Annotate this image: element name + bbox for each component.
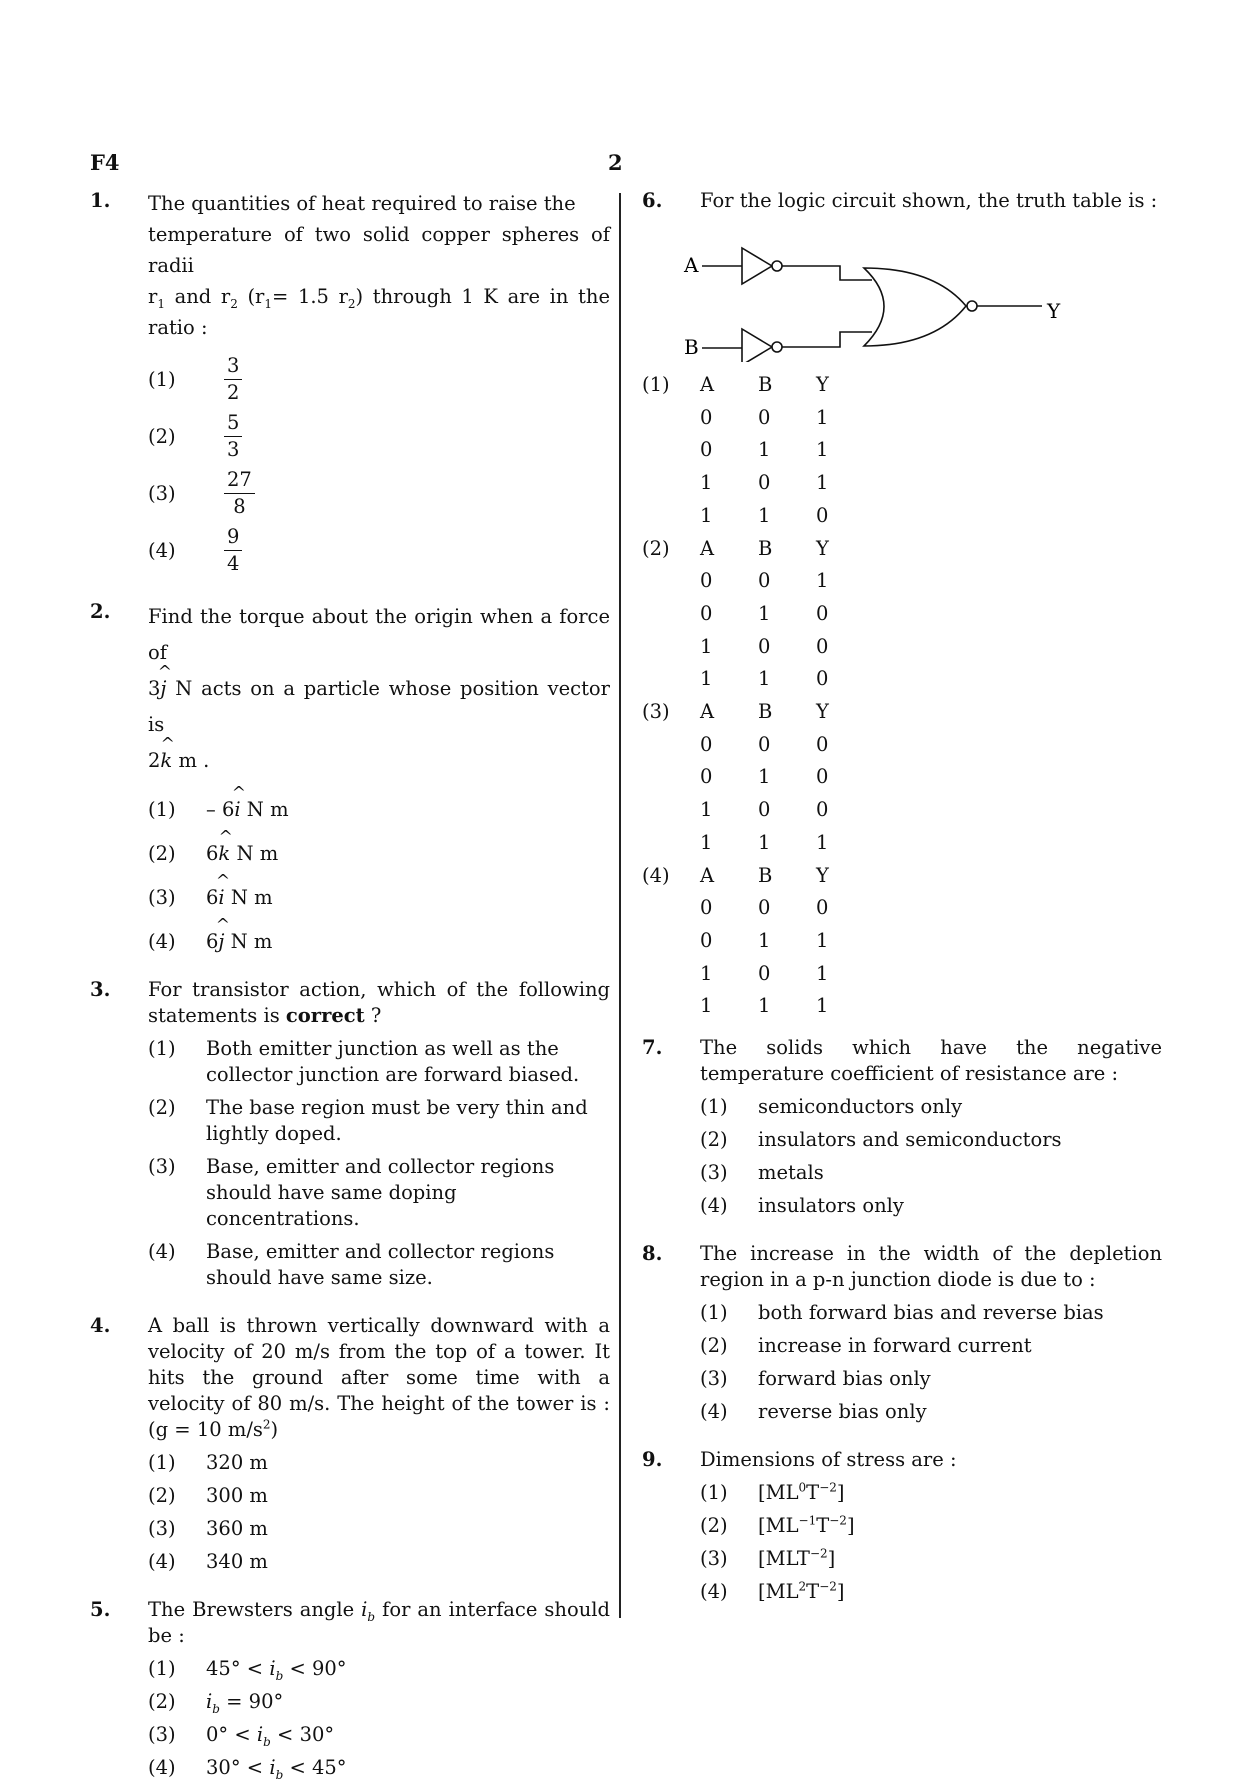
option-text [758, 1513, 1162, 1539]
option-text: Base, emitter and collector regions should have same doping concentrations. [206, 1155, 555, 1230]
question-text [148, 1597, 610, 1649]
option-1-truth-table[interactable] [642, 369, 1162, 533]
table-cell: 1 [816, 569, 829, 593]
question-text: The increase in the width of the depletion region in a p-n junction diode is due to : [700, 1242, 1162, 1292]
option-text: insulators only [758, 1194, 904, 1218]
option-label: (4) [700, 1194, 728, 1218]
option-2[interactable] [148, 1689, 610, 1715]
option-label: (1) [148, 367, 176, 391]
table-cell: 0 [816, 634, 829, 658]
text-fragment: N acts on a particle whose position vector is [148, 677, 610, 736]
option-4[interactable] [700, 1399, 1162, 1425]
option-text: 300 m [206, 1484, 268, 1507]
text-fragment: 6 [206, 886, 219, 909]
table-cell: 0 [700, 438, 713, 462]
table-header: A [700, 863, 715, 887]
option-1[interactable] [148, 797, 610, 823]
superscript: −2 [819, 1579, 837, 1594]
denominator: 2 [227, 381, 240, 404]
option-2[interactable] [700, 1127, 1162, 1153]
table-cell: 0 [816, 896, 829, 920]
superscript: −1 [798, 1513, 817, 1528]
text-fragment: m . [172, 749, 210, 772]
table-cell: 1 [816, 961, 829, 985]
question-text: Dimensions of stress are : [700, 1448, 957, 1472]
option-text: forward bias only [758, 1367, 931, 1391]
option-text: reverse bias only [758, 1400, 927, 1424]
text-fragment: 6 [206, 842, 219, 865]
option-label: (4) [642, 863, 670, 887]
question-9 [642, 1447, 1162, 1605]
question-number: 2. [90, 600, 111, 623]
italic-symbol: i [361, 1598, 368, 1621]
denominator: 3 [227, 438, 240, 461]
unit-vector: ^ j [218, 929, 224, 955]
text-fragment: 3 [148, 677, 161, 700]
option-label: (1) [148, 1657, 176, 1680]
option-label: (1) [148, 798, 176, 821]
subscript: b [263, 1734, 271, 1749]
input-b-label: B [684, 335, 699, 359]
table-header: B [758, 536, 773, 560]
emphasis: correct [285, 1004, 365, 1027]
option-text [206, 1755, 610, 1781]
question-number: 5. [90, 1598, 111, 1621]
option-label: (4) [148, 1550, 176, 1573]
subscript: 2 [347, 296, 356, 311]
option-text: increase in forward current [758, 1334, 1032, 1358]
subscript: b [275, 1668, 284, 1683]
option-label: (3) [148, 481, 176, 505]
option-label: (4) [700, 1580, 728, 1604]
option-1[interactable] [148, 1656, 610, 1682]
column-divider [619, 193, 621, 1618]
text-fragment: < 45° [283, 1756, 347, 1779]
table-cell: 1 [758, 928, 771, 952]
text-fragment: [MLT [758, 1547, 810, 1571]
fraction [224, 410, 242, 463]
superscript: −2 [829, 1513, 847, 1528]
question-text: For the logic circuit shown, the truth table is : [700, 189, 1158, 212]
table-cell: 1 [700, 667, 713, 691]
logic-circuit-diagram [682, 222, 1082, 362]
option-2[interactable] [148, 1095, 610, 1147]
input-a-label: A [684, 253, 699, 277]
option-4[interactable] [148, 1239, 610, 1291]
text-fragment: T [806, 1481, 820, 1505]
option-1[interactable] [700, 1480, 1162, 1506]
table-cell: 1 [816, 438, 829, 462]
option-text [206, 1656, 610, 1682]
question-number: 7. [642, 1036, 663, 1060]
superscript: −2 [809, 1546, 828, 1561]
table-header: A [700, 700, 715, 724]
text-fragment: and [174, 285, 212, 308]
unit-vector: ^ j [160, 671, 166, 707]
option-label: (4) [148, 1756, 176, 1779]
question-8 [642, 1241, 1162, 1425]
question-2 [90, 599, 610, 955]
text-fragment: ] [827, 1547, 836, 1571]
question-number: 1. [90, 189, 111, 212]
italic-symbol: i [269, 1756, 276, 1779]
question-text: The solids which have the negative temperature coefficient of resistance are : [700, 1036, 1162, 1086]
question-text-line: Find the torque about the origin when a force of [148, 605, 610, 664]
unit-vector: ^ k [160, 743, 172, 779]
table-cell: 0 [758, 405, 771, 429]
option-label: (2) [700, 1334, 728, 1358]
table-cell: 1 [816, 928, 829, 952]
table-cell: 1 [700, 503, 713, 527]
text-fragment: T [816, 1514, 830, 1538]
option-text: semiconductors only [758, 1095, 963, 1119]
text-fragment: 30° < [206, 1756, 270, 1779]
question-text-line [148, 671, 610, 743]
question-4 [90, 1313, 610, 1575]
question-1 [90, 188, 610, 577]
option-4[interactable] [148, 524, 610, 577]
text-fragment: 6 [206, 930, 219, 953]
option-3[interactable] [148, 1154, 610, 1232]
table-header: Y [816, 536, 829, 560]
table-cell: 0 [758, 896, 771, 920]
option-text [206, 929, 610, 955]
option-3[interactable] [148, 885, 610, 911]
question-text-line: The quantities of heat required to raise the [148, 192, 576, 215]
subscript: b [212, 1701, 220, 1716]
option-3[interactable] [148, 1722, 610, 1748]
subscript: 1 [157, 296, 165, 311]
subscript: b [367, 1609, 376, 1624]
table-cell: 1 [758, 830, 771, 854]
text-fragment: A ball is thrown vertically downward with a velocity of 20 m/s from the top of a tower. It hits the ground after some time with a velocity of 80 m/s. The height of the tower is : (g = 10 m/s [148, 1314, 610, 1441]
table-header: B [758, 863, 773, 887]
option-text: Base, emitter and collector regions should have same size. [206, 1240, 555, 1289]
text-fragment: ) through 1 K are in the [355, 285, 610, 308]
option-4[interactable] [700, 1579, 1162, 1605]
table-cell: 0 [758, 961, 771, 985]
options [148, 797, 610, 955]
table-cell: 0 [700, 601, 713, 625]
table-cell: 1 [758, 994, 771, 1018]
numerator: 5 [224, 410, 242, 437]
table-cell: 1 [816, 405, 829, 429]
subscript: b [275, 1767, 284, 1782]
option-label: (2) [148, 424, 176, 448]
table-cell: 0 [700, 405, 713, 429]
question-number: 8. [642, 1242, 663, 1266]
option-4[interactable] [148, 1755, 610, 1781]
text-fragment: [ML [758, 1580, 799, 1604]
question-text [148, 599, 610, 779]
table-cell: 0 [816, 667, 829, 691]
text-fragment: = 90° [219, 1690, 284, 1713]
not-gate-a [702, 248, 872, 284]
options [148, 1656, 610, 1781]
table-cell: 0 [700, 896, 713, 920]
option-label: (2) [148, 1096, 176, 1119]
option-text: The base region must be very thin and lightly doped. [206, 1096, 588, 1145]
unit-vector: ^ i [234, 797, 240, 823]
table-cell: 1 [758, 667, 771, 691]
option-4[interactable] [700, 1193, 1162, 1219]
text-fragment: r [148, 285, 158, 308]
option-3[interactable] [148, 467, 610, 520]
denominator: 8 [233, 495, 246, 518]
option-1[interactable] [700, 1094, 1162, 1120]
table-cell: 0 [758, 732, 771, 756]
option-text: both forward bias and reverse bias [758, 1301, 1104, 1325]
text-fragment: 45° < [206, 1657, 270, 1680]
italic-symbol: i [269, 1657, 276, 1680]
table-cell: 1 [700, 830, 713, 854]
table-header: B [758, 373, 773, 396]
table-cell: 0 [700, 928, 713, 952]
text-fragment: N m [230, 842, 279, 865]
option-text [206, 797, 610, 823]
option-text: 340 m [206, 1550, 268, 1573]
option-label: (4) [148, 1240, 176, 1263]
table-cell: 1 [816, 830, 829, 854]
text-fragment: [ML [758, 1514, 799, 1538]
option-1[interactable] [700, 1300, 1162, 1326]
option-label: (1) [700, 1481, 728, 1505]
option-label: (3) [148, 1517, 176, 1540]
text-fragment: T [806, 1580, 820, 1604]
question-text [148, 188, 610, 343]
fraction [224, 524, 242, 577]
not-gate-b [702, 329, 872, 362]
table-header: Y [816, 863, 829, 887]
option-label: (2) [642, 536, 670, 560]
table-cell: 1 [816, 471, 829, 495]
text-fragment: ) [270, 1418, 279, 1441]
italic-symbol: i [206, 1690, 213, 1713]
table-cell: 1 [700, 634, 713, 658]
option-text [206, 885, 610, 911]
superscript: 2 [262, 1417, 271, 1432]
option-label: (1) [700, 1095, 728, 1119]
question-text [148, 1313, 610, 1443]
unit-vector: ^ k [218, 841, 230, 867]
nor-gate [864, 268, 1042, 346]
booklet-code: F4 [90, 150, 120, 175]
table-cell: 0 [816, 601, 829, 625]
text-fragment: ? [364, 1004, 382, 1027]
output-y-label: Y [1047, 299, 1061, 323]
option-text [758, 1546, 1162, 1572]
option-text: 360 m [206, 1517, 268, 1540]
option-2-truth-table[interactable] [642, 533, 1162, 697]
table-header: B [758, 700, 773, 724]
question-number: 4. [90, 1314, 111, 1337]
right-column [642, 188, 1162, 1605]
question-6 [642, 188, 1162, 1023]
table-cell: 0 [758, 634, 771, 658]
table-header: A [700, 373, 715, 396]
option-label: (3) [700, 1547, 728, 1571]
option-4[interactable] [148, 929, 610, 955]
question-text-line: temperature of two solid copper spheres of radii [148, 223, 610, 277]
subscript: 2 [230, 296, 238, 311]
table-cell: 1 [758, 601, 771, 625]
option-2[interactable] [700, 1333, 1162, 1359]
table-cell: 0 [816, 732, 829, 756]
option-2[interactable] [148, 1483, 610, 1509]
option-label: (2) [148, 1484, 176, 1507]
text-fragment: N m [224, 930, 273, 953]
numerator: 27 [224, 467, 255, 494]
superscript: 2 [798, 1579, 807, 1594]
options [148, 1036, 610, 1291]
table-header: A [700, 536, 715, 560]
table-cell: 1 [700, 994, 713, 1018]
option-text [758, 1480, 1162, 1506]
option-label: (1) [700, 1301, 728, 1325]
text-fragment: = 1.5 r [272, 285, 348, 308]
unit-vector: ^ i [218, 885, 224, 911]
option-label: (1) [642, 373, 670, 396]
table-cell: 0 [758, 471, 771, 495]
subscript: 1 [264, 296, 273, 311]
table-cell: 0 [816, 798, 829, 822]
option-label: (2) [148, 1690, 176, 1713]
option-text [206, 841, 610, 867]
option-text [206, 1722, 610, 1748]
question-text-line: ratio : [148, 316, 208, 339]
option-1[interactable] [148, 353, 610, 406]
question-5 [90, 1597, 610, 1781]
option-label: (3) [642, 700, 670, 724]
table-cell: 1 [700, 798, 713, 822]
text-fragment: r [220, 285, 231, 308]
option-4-truth-table[interactable] [642, 860, 1162, 1024]
text-fragment: 2 [148, 749, 161, 772]
table-cell: 1 [758, 438, 771, 462]
option-label: (1) [148, 1451, 176, 1474]
italic-symbol: i [256, 1723, 264, 1746]
table-cell: 0 [816, 765, 829, 789]
question-3 [90, 977, 610, 1291]
text-fragment: < 30° [270, 1723, 335, 1746]
fraction [224, 353, 242, 406]
table-cell: 1 [700, 961, 713, 985]
option-text: metals [758, 1161, 824, 1185]
options [700, 1480, 1162, 1605]
text-fragment: N m [224, 886, 273, 909]
options [148, 1450, 610, 1575]
table-cell: 1 [816, 994, 829, 1018]
text-fragment: The Brewsters angle [148, 1598, 362, 1621]
table-cell: 0 [700, 765, 713, 789]
option-label: (3) [148, 886, 176, 909]
text-fragment: for an interface should be : [148, 1598, 610, 1647]
option-label: (2) [700, 1514, 728, 1538]
table-cell: 1 [700, 471, 713, 495]
question-number: 3. [90, 978, 111, 1001]
option-label: (3) [148, 1723, 176, 1746]
numerator: 3 [224, 353, 242, 380]
text-fragment: – 6 [206, 798, 235, 821]
text-fragment: ] [836, 1580, 845, 1604]
option-text: Both emitter junction as well as the collector junction are forward biased. [206, 1037, 580, 1086]
text-fragment: N m [240, 798, 289, 821]
option-text: 320 m [206, 1451, 268, 1474]
page-number: 2 [608, 150, 623, 175]
superscript: 0 [798, 1480, 807, 1495]
options [700, 1094, 1162, 1219]
option-text [758, 1579, 1162, 1605]
text-fragment: ] [846, 1514, 855, 1538]
option-label: (4) [148, 930, 176, 953]
option-label: (1) [148, 1037, 176, 1060]
text-fragment: For transistor action, which of the following statements is [148, 978, 610, 1027]
option-1[interactable] [148, 1450, 610, 1476]
table-cell: 0 [758, 798, 771, 822]
question-7 [642, 1035, 1162, 1219]
table-header: Y [816, 700, 829, 724]
option-3[interactable] [700, 1546, 1162, 1572]
question-number: 9. [642, 1448, 663, 1472]
option-label: (4) [148, 538, 176, 562]
option-label: (3) [700, 1367, 728, 1391]
table-cell: 0 [816, 503, 829, 527]
table-cell: 0 [700, 732, 713, 756]
option-2[interactable] [700, 1513, 1162, 1539]
denominator: 4 [227, 552, 240, 575]
option-label: (2) [148, 842, 176, 865]
option-text: insulators and semiconductors [758, 1128, 1062, 1152]
option-4[interactable] [148, 1549, 610, 1575]
table-cell: 0 [758, 569, 771, 593]
text-fragment: (r [247, 285, 265, 308]
fraction [224, 467, 255, 520]
question-text-line [148, 281, 610, 312]
option-3[interactable] [700, 1366, 1162, 1392]
text-fragment: < 90° [283, 1657, 347, 1680]
numerator: 9 [224, 524, 242, 551]
option-3-truth-table[interactable] [642, 696, 1162, 860]
question-text-line [148, 743, 610, 779]
options [148, 353, 610, 577]
text-fragment: [ML [758, 1481, 799, 1505]
question-text [148, 977, 610, 1029]
text-fragment: 0° < [206, 1723, 257, 1746]
options [700, 1300, 1162, 1425]
left-column [90, 188, 610, 1781]
option-2[interactable] [148, 410, 610, 463]
table-cell: 1 [758, 765, 771, 789]
option-3[interactable] [700, 1160, 1162, 1186]
option-label: (2) [700, 1128, 728, 1152]
option-2[interactable] [148, 841, 610, 867]
truth-table-options [642, 369, 1162, 1023]
table-cell: 0 [700, 569, 713, 593]
option-label: (4) [700, 1400, 728, 1424]
superscript: −2 [819, 1480, 837, 1495]
option-text [206, 1689, 610, 1715]
option-label: (3) [148, 1155, 176, 1178]
option-1[interactable] [148, 1036, 610, 1088]
option-3[interactable] [148, 1516, 610, 1542]
question-number: 6. [642, 189, 663, 212]
text-fragment: ] [836, 1481, 845, 1505]
table-cell: 1 [758, 503, 771, 527]
table-header: Y [816, 373, 829, 396]
option-label: (3) [700, 1161, 728, 1185]
